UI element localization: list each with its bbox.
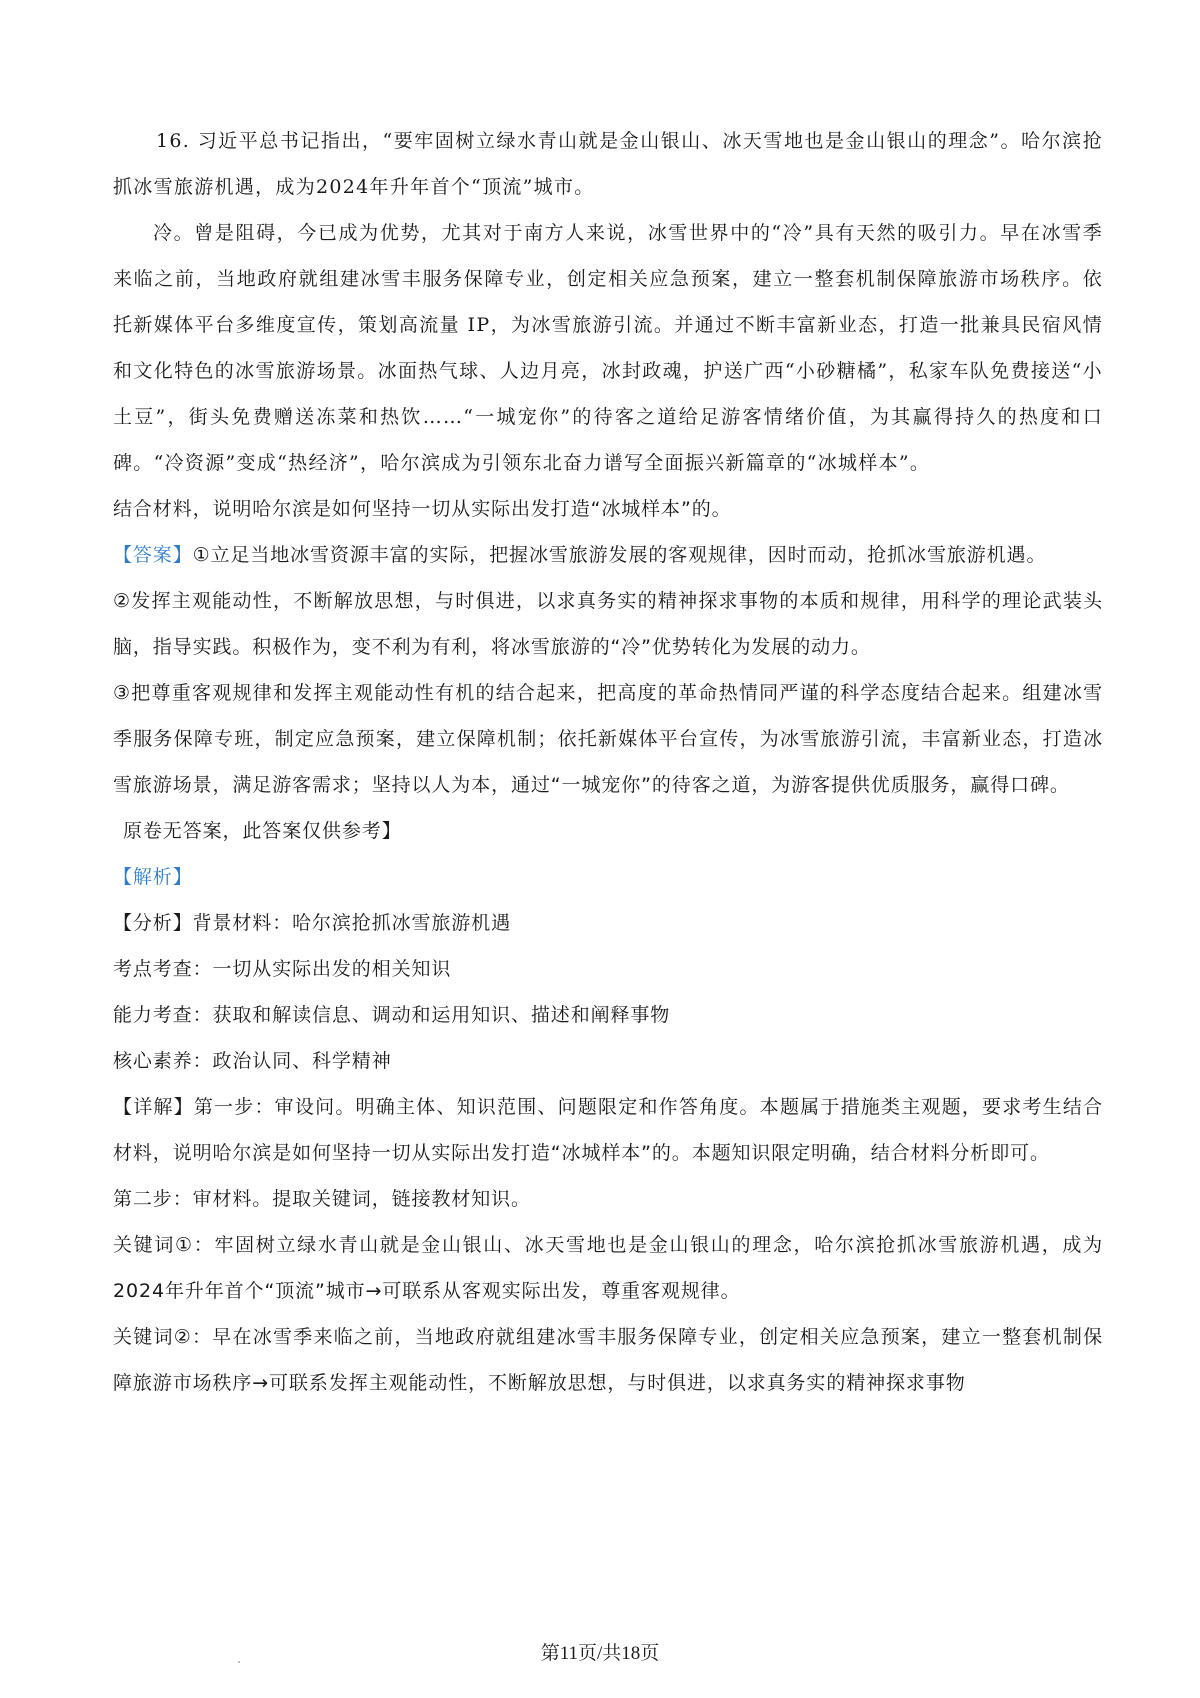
- analysis-background: 【分析】背景材料：哈尔滨抢抓冰雪旅游机遇: [113, 912, 512, 934]
- answer-label: 【答案】: [113, 544, 193, 566]
- answer-point-3: ③把尊重客观规律和发挥主观能动性有机的结合起来，把高度的革命热情同严谨的科学态度结合起来。组建冰雪季服务保障专班，制定应急预案，建立保障机制；依托新媒体平台宣传，为冰雪旅游引流，丰富新业态，打造冰雪旅游场景，满足游客需求；坚持以人为本，通过“一城宠你”的待客之道，为游客提供优质服务，赢得口碑。: [113, 682, 1103, 796]
- analysis-detail: 【详解】第一步：审设问。明确主体、知识范围、问题限定和作答角度。本题属于措施类主观题，要求考生结合材料，说明哈尔滨是如何坚持一切从实际出发打造“冰城样本”的。本题知识限定明确，结合材料分析即可。: [113, 1096, 1103, 1164]
- analysis-nengli: 能力考查：获取和解读信息、调动和运用知识、描述和阐释事物: [113, 1004, 671, 1026]
- analysis-keyword-1: 关键词①：牢固树立绿水青山就是金山银山、冰天雪地也是金山银山的理念，哈尔滨抢抓冰雪旅游机遇，成为2024年升年首个“顶流”城市→可联系从客观实际出发，尊重客观规律。: [113, 1234, 1103, 1302]
- analysis-step2: 第二步：审材料。提取关键词，链接教材知识。: [113, 1188, 531, 1210]
- page-content: [113, 118, 1103, 1406]
- analysis-kaodian: 考点考查：一切从实际出发的相关知识: [113, 958, 452, 980]
- page-footer: 第11页/共18页: [540, 1643, 660, 1664]
- question-material: 冷。曾是阻碍，今已成为优势，尤其对于南方人来说，冰雪世界中的“冷”具有天然的吸引力。早在冰雪季来临之前，当地政府就组建冰雪丰服务保障专业，创定相关应急预案，建立一整套机制保障旅游市场秩序。依托新媒体平台多维度宣传，策划高流量 IP，为冰雪旅游引流。并通过不断丰富新业态，打造一批兼具民宿风情和文化特色的冰雪旅游场景。冰面热气球、人边月亮，冰封政魂，护送广西“小砂糖橘”，私家车队免费接送“小土豆”，街头免费赠送冻菜和热饮……“一城宠你”的待客之道给足游客情绪价值，为其赢得持久的热度和口碑。“冷资源”变成“热经济”，哈尔滨成为引领东北奋力谱写全面振兴新篇章的“冰城样本”。: [113, 222, 1103, 474]
- analysis-keyword-2: 关键词②：早在冰雪季来临之前，当地政府就组建冰雪丰服务保障专业，创定相关应急预案，建立一整套机制保障旅游市场秩序→可联系发挥主观能动性，不断解放思想，与时俱进，以求真务实的精神探求事物: [113, 1326, 1103, 1394]
- question-stem: 16. 习近平总书记指出，“要牢固树立绿水青山就是金山银山、冰天雪地也是金山银山的理念”。哈尔滨抢抓冰雪旅游机遇，成为2024年升年首个“顶流”城市。: [113, 130, 1103, 198]
- analysis-suyang: 核心素养：政治认同、科学精神: [113, 1050, 392, 1072]
- analysis-label: 【解析】: [113, 866, 193, 888]
- answer-point-1-text: ①立足当地冰雪资源丰富的实际，把握冰雪旅游发展的客观规律，因时而动，抢抓冰雪旅游机遇。: [192, 544, 1047, 566]
- answer-point-1: [113, 532, 1103, 578]
- analysis-heading: [113, 854, 1103, 900]
- answer-point-2: ②发挥主观能动性，不断解放思想，与时俱进，以求真务实的精神探求事物的本质和规律，用科学的理论武装头脑，指导实践。积极作为，变不利为有利，将冰雪旅游的“冷”优势转化为发展的动力。: [113, 590, 1103, 658]
- question-prompt: 结合材料，说明哈尔滨是如何坚持一切从实际出发打造“冰城样本”的。: [113, 498, 732, 520]
- answer-note: 原卷无答案，此答案仅供参考】: [123, 820, 402, 842]
